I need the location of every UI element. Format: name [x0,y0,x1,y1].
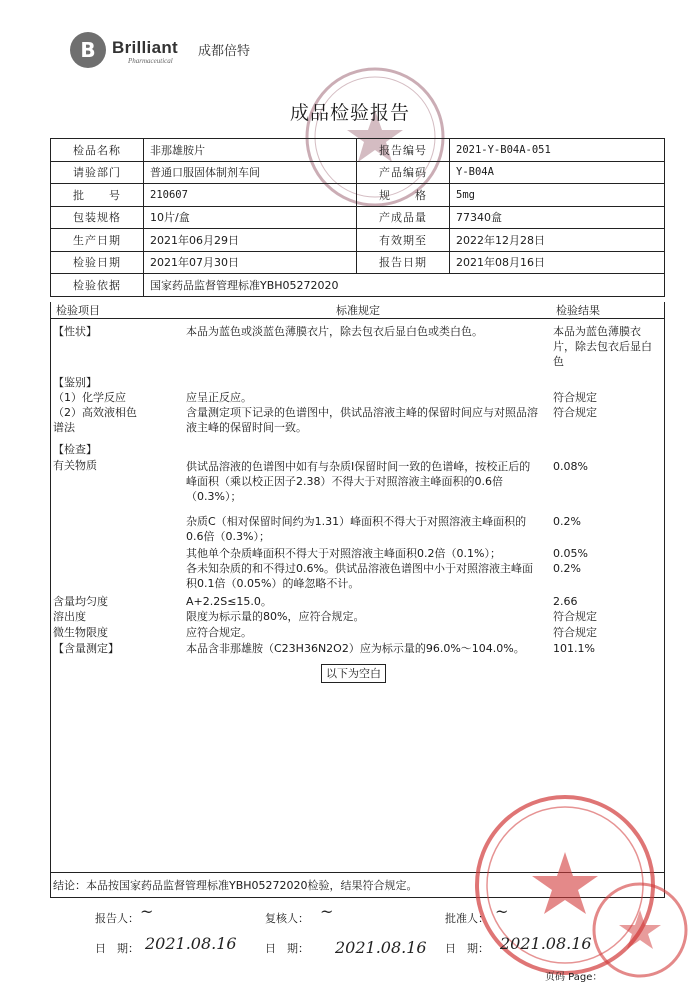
logo-brand: Brilliant [112,38,178,57]
report-date-value: 2021年08月16日 [450,251,665,274]
check-section: 【检查】 [53,443,97,456]
header-standard: 标准规定 [336,304,380,317]
related-standard-4: 各未知杂质的和不得过0.6%。供试品溶液色谱图中小于对照溶液主峰面积0.1倍（0.05%）的峰忽略不计。 [186,562,533,590]
related-result-3: 0.05% [553,547,588,560]
approver-label: 批准人： [445,912,489,925]
reviewer-date: 2021.08.16 [335,938,427,957]
date-label-2: 日 期： [265,942,309,955]
dissolution-standard: 限度为标示量的80%，应符合规定。 [186,610,365,623]
uniformity-standard: A+2.2S≤15.0。 [186,595,272,608]
dissolution-result: 符合规定 [553,610,597,623]
logo-tagline: Pharmaceutical [128,57,173,65]
appearance-result: 本品为蓝色薄膜衣片，除去包衣后显白色 [553,325,652,368]
approver-signature: ~ [495,902,509,921]
output-label: 产成品量 [357,206,450,229]
spec-value: 5mg [450,184,665,207]
report-no-value: 2021-Y-B04A-051 [450,139,665,162]
dept-value: 普通口服固体制剂车间 [144,161,357,184]
hplc-standard: 含量测定项下记录的色谱图中，供试品溶液主峰的保留时间应与对照品溶液主峰的保留时间一致。 [186,406,538,434]
header-item: 检验项目 [56,304,100,317]
approver-date: 2021.08.16 [500,934,592,953]
reporter-date: 2021.08.16 [145,934,237,953]
assay-standard: 本品含非那雄胺（C23H36N2O2）应为标示量的96.0%～104.0%。 [186,642,525,655]
related-result-4: 0.2% [553,562,581,575]
appearance-standard: 本品为蓝色或淡蓝色薄膜衣片，除去包衣后显白色或类白色。 [186,325,483,338]
reporter-label: 报告人： [95,912,139,925]
microbial-standard: 应符合规定。 [186,626,252,639]
package-value: 10片/盒 [144,206,357,229]
report-date-label: 报告日期 [357,251,450,274]
related-result-2: 0.2% [553,515,581,528]
header-divider [51,318,664,319]
related-standard-3: 其他单个杂质峰面积不得大于对照溶液主峰面积0.2倍（0.1%）； [186,547,501,560]
related-substances-item: 有关物质 [53,459,97,472]
basis-value: 国家药品监督管理标准YBH05272020 [144,274,665,297]
company-logo [70,32,260,72]
product-name-label: 检品名称 [51,139,144,162]
product-code-label: 产品编码 [357,161,450,184]
date-label-3: 日 期： [445,942,489,955]
report-no-label: 报告编号 [357,139,450,162]
reviewer-label: 复核人： [265,912,309,925]
batch-value: 210607 [144,184,357,207]
page-label: 页码 Page： [545,972,603,983]
related-standard-2: 杂质C（相对保留时间约为1.31）峰面积不得大于对照溶液主峰面积的0.6倍（0.3%）； [186,515,527,543]
reviewer-signature: ~ [320,902,334,921]
microbial-item: 微生物限度 [53,626,108,639]
blank-note: 以下为空白 [321,664,386,683]
spec-label: 规 格 [357,184,450,207]
batch-label: 批 号 [51,184,144,207]
output-value: 77340盒 [450,206,665,229]
uniformity-result: 2.66 [553,595,578,608]
assay-section: 【含量测定】 [53,642,119,655]
package-label: 包装规格 [51,206,144,229]
product-code-value: Y-B04A [450,161,665,184]
hplc-item: （2）高效液相色谱法 [53,406,137,434]
logo-cn-name: 成都倍特 [198,44,251,59]
basis-label: 检验依据 [51,274,144,297]
related-standard-1: 供试品溶液的色谱图中如有与杂质I保留时间一致的色谱峰，按校正后的峰面积（乘以校正因子2.38）不得大于对照溶液主峰面积的0.6倍（0.3%）； [186,460,531,503]
info-table [50,138,665,297]
mfg-date-value: 2021年06月29日 [144,229,357,252]
exp-date-value: 2022年12月28日 [450,229,665,252]
identification-section: 【鉴别】 [53,376,97,389]
microbial-result: 符合规定 [553,626,597,639]
assay-result: 101.1% [553,642,595,655]
hplc-result: 符合规定 [553,406,597,419]
chem-standard: 应呈正反应。 [186,391,252,404]
chem-item: （1）化学反应 [53,391,126,404]
test-date-label: 检验日期 [51,251,144,274]
mfg-date-label: 生产日期 [51,229,144,252]
appearance-section: 【性状】 [53,325,97,338]
report-title: 成品检验报告 [289,102,410,124]
exp-date-label: 有效期至 [357,229,450,252]
logo-mark-icon: B [70,32,106,68]
date-label-1: 日 期： [95,942,139,955]
qa-seal-stamp [590,880,690,980]
test-date-value: 2021年07月30日 [144,251,357,274]
chem-result: 符合规定 [553,391,597,404]
header-result: 检验结果 [556,304,600,317]
dept-label: 请验部门 [51,161,144,184]
conclusion: 结论：本品按国家药品监督管理标准YBH05272020检验，结果符合规定。 [53,879,418,892]
dissolution-item: 溶出度 [53,610,86,623]
reporter-signature: ~ [140,902,154,921]
related-result-1: 0.08% [553,460,588,473]
product-name-value: 非那雄胺片 [144,139,357,162]
uniformity-item: 含量均匀度 [53,595,108,608]
